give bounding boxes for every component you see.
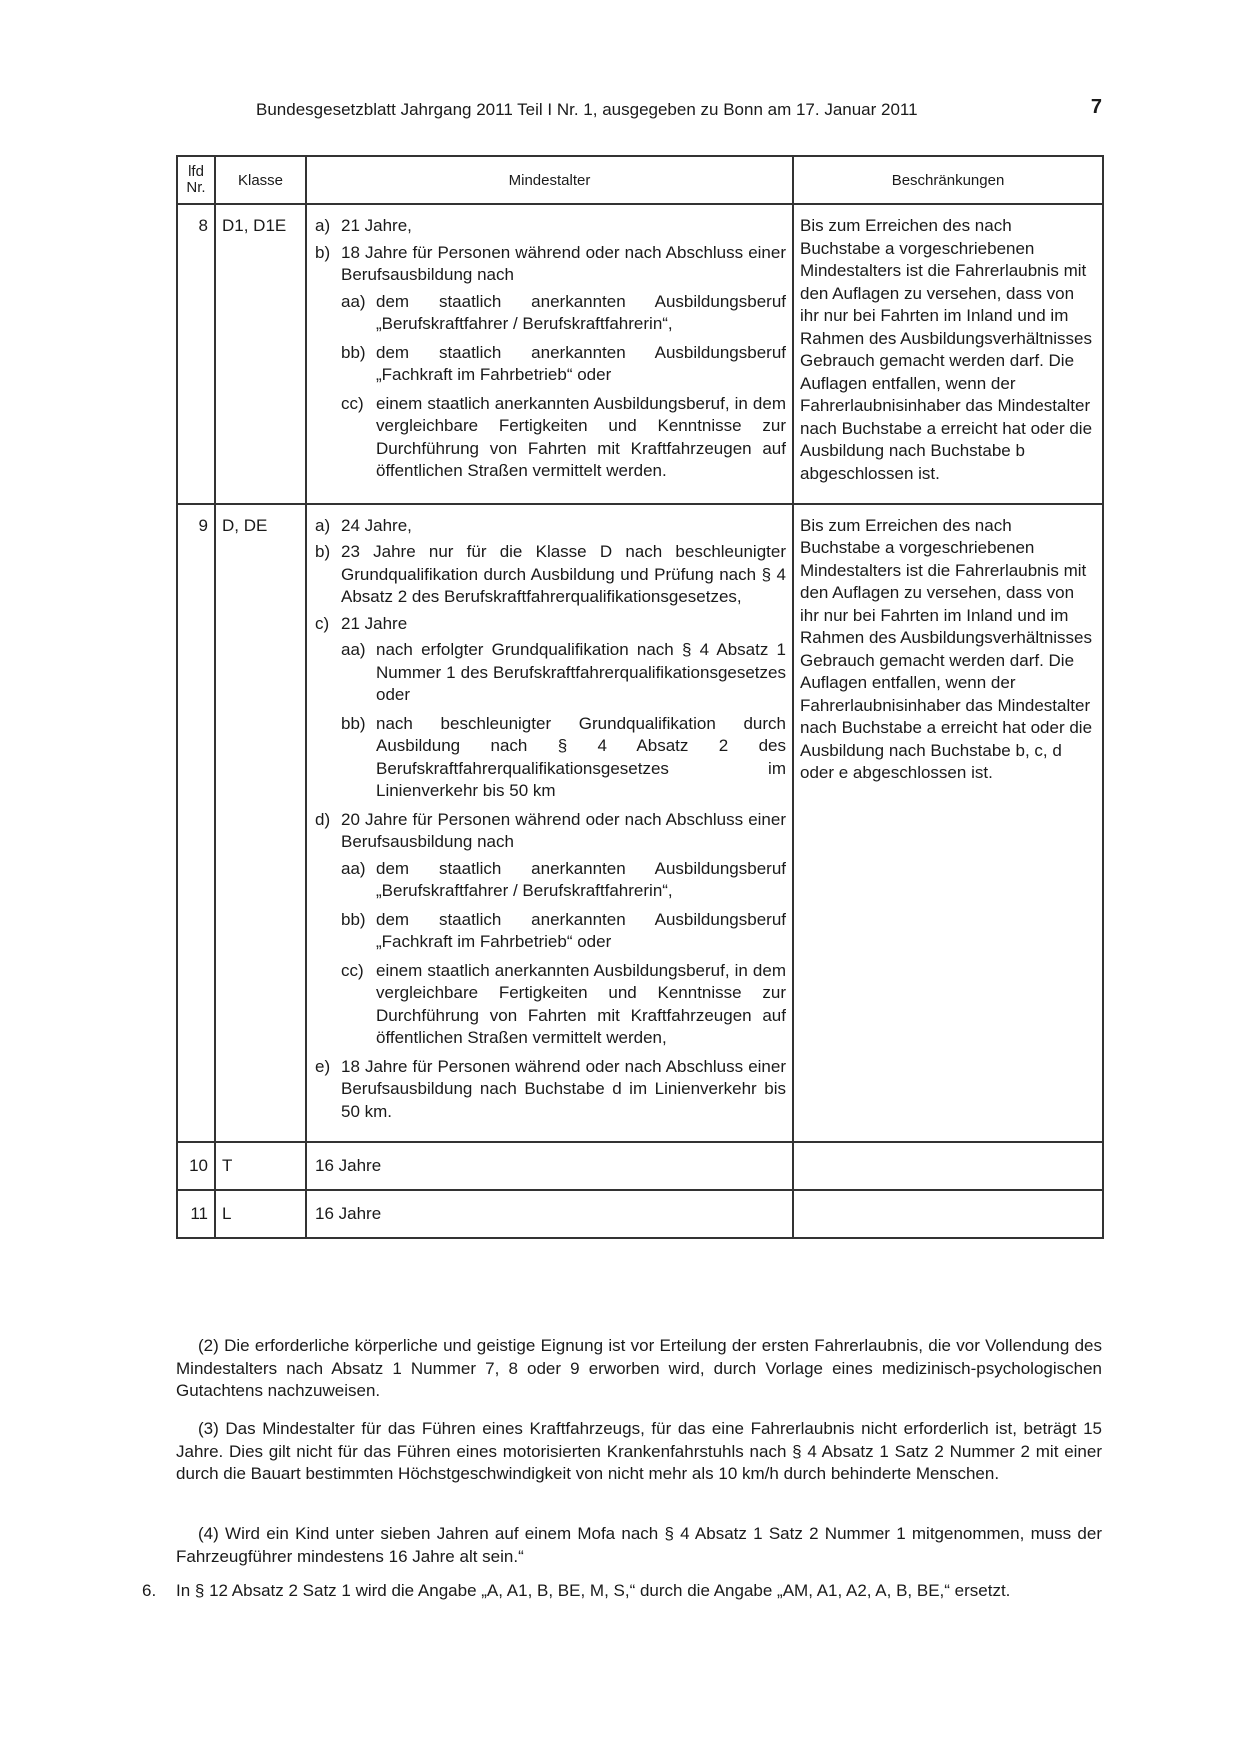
table-row <box>177 1190 1103 1238</box>
list-text: 21 Jahre, <box>341 216 412 235</box>
list-marker: b) <box>315 242 331 262</box>
row-klasse: D1, D1E <box>215 204 306 504</box>
page-number: 7 <box>1090 96 1102 118</box>
list-text: 18 Jahre für Personen während oder nach Abschluss einer Berufsausbildung nach <box>341 242 786 284</box>
column-header-nr <box>177 156 215 204</box>
list-item <box>315 242 786 287</box>
list-item <box>315 215 786 238</box>
sub-list-item <box>341 960 786 1050</box>
sub-list-item <box>341 639 786 707</box>
item-text: In § 12 Absatz 2 Satz 1 wird die Angabe „A, A1, B, BE, M, S,“ durch die Angabe „AM, A1, A2, A, B, BE,“ ersetzt. <box>176 1581 1011 1600</box>
row-klasse: D, DE <box>215 504 306 1143</box>
paragraph-3: (3) Das Mindestalter für das Führen eines Kraftfahrzeugs, für das eine Fahrerlaubnis nicht erforderlich ist, beträgt 15 Jahre. Dies gilt nicht für das Führen eines motorisierten Krankenfahrstuhls nach § 4 Absatz 1 Satz 2 Nummer 2 mit einer durch die Bauart bestimmten Höchstgeschwindigkeit von nicht mehr als 10 km/h durch behinderte Menschen. <box>176 1419 1102 1483</box>
age-requirements-table <box>176 155 1104 1239</box>
list-text: 24 Jahre, <box>341 515 412 535</box>
table-row <box>177 204 1103 504</box>
row-beschraenkungen <box>793 1190 1103 1238</box>
list-text: dem staatlich anerkannten Ausbildungsberuf „Fachkraft im Fahrbetrieb“ oder <box>376 342 786 384</box>
amendment-item-6 <box>142 1580 1102 1603</box>
item-number: 6. <box>142 1581 157 1600</box>
list-marker: bb) <box>341 909 366 929</box>
row-klasse: T <box>215 1142 306 1190</box>
list-text: dem staatlich anerkannten Ausbildungsberuf „Berufskraftfahrer / Berufskraftfahrerin“, <box>376 858 786 900</box>
table-row <box>177 1142 1103 1190</box>
list-item <box>315 1056 786 1124</box>
list-marker: d) <box>315 809 331 829</box>
list-item <box>315 613 786 636</box>
list-text: einem staatlich anerkannten Ausbildungsberuf, in dem vergleichbare Fertigkeiten und Kenntnisse zur Durchführung von Fahrten mit Kraftfahrzeugen auf öffentlichen Straßen vermittelt werden. <box>376 393 786 480</box>
sub-list-item <box>341 909 786 954</box>
sub-list-item <box>341 291 786 336</box>
row-beschraenkungen: Bis zum Erreichen des nach Buchstabe a vorgeschriebenen Mindestalters ist die Fahrerlaubnis mit den Auflagen zu versehen, dass von ihr nur bei Fahrten im Inland und im Rahmen des Ausbildungsverhältnisses Gebrauch gemacht werden darf. Die Auflagen entfallen, wenn der Fahrerlaubnisinhaber das Mindestalter nach Buchstabe a erreicht hat oder die Ausbildung nach Buchstabe b abgeschlossen ist. <box>793 204 1103 504</box>
list-text: dem staatlich anerkannten Ausbildungsberuf „Berufskraftfahrer / Berufskraftfahrerin“, <box>376 291 786 333</box>
row-mindestalter: 16 Jahre <box>306 1142 793 1190</box>
list-marker: bb) <box>341 342 366 362</box>
list-marker: a) <box>315 515 331 535</box>
paragraph-4: (4) Wird ein Kind unter sieben Jahren auf einem Mofa nach § 4 Absatz 1 Satz 2 Nummer 1 mitgenommen, muss der Fahrzeugführer mindestens 16 Jahre alt sein.“ <box>176 1524 1102 1566</box>
row-beschraenkungen: Bis zum Erreichen des nach Buchstabe a vorgeschriebenen Mindestalters ist die Fahrerlaubnis mit den Auflagen zu versehen, dass von ihr nur bei Fahrten im Inland und im Rahmen des Ausbildungsverhältnisses Gebrauch gemacht werden darf. Die Auflagen entfallen, wenn der Fahrerlaubnisinhaber das Mindestalter nach Buchstabe a erreicht hat oder die Ausbildung nach Buchstabe b, c, d oder e abgeschlossen ist. <box>793 504 1103 1143</box>
column-header-nr-line2: Nr. <box>186 179 206 196</box>
list-marker: aa) <box>341 640 366 659</box>
list-item <box>315 515 786 538</box>
list-text: nach erfolgter Grundqualifikation nach § 4 Absatz 1 Nummer 1 des Berufskraftfahrerqualifikationsgesetzes oder <box>376 640 786 704</box>
sub-list-item <box>341 858 786 903</box>
sub-list-item <box>341 342 786 387</box>
row-beschraenkungen <box>793 1142 1103 1190</box>
list-text: einem staatlich anerkannten Ausbildungsberuf, in dem vergleichbare Fertigkeiten und Kenntnisse zur Durchführung von Fahrten mit Kraftfahrzeugen auf öffentlichen Straßen vermittelt werden, <box>376 960 786 1047</box>
column-header-beschraenkungen: Beschränkungen <box>793 156 1103 204</box>
list-text: 18 Jahre für Personen während oder nach Abschluss einer Berufsausbildung nach Buchstabe d im Linienverkehr bis 50 km. <box>341 1056 786 1121</box>
row-mindestalter: 16 Jahre <box>306 1190 793 1238</box>
paragraph-2: (2) Die erforderliche körperliche und geistige Eignung ist vor Erteilung der ersten Fahrerlaubnis, die vor Vollendung des Mindestalters nach Absatz 1 Nummer 7, 8 oder 9 erworben wird, durch Vorlage eines medizinisch-psychologischen Gutachtens nachzuweisen. <box>176 1336 1102 1400</box>
column-header-mindestalter: Mindestalter <box>306 156 793 204</box>
list-marker: aa) <box>341 858 366 878</box>
column-header-klasse: Klasse <box>215 156 306 204</box>
header-title: Bundesgesetzblatt Jahrgang 2011 Teil I Nr. 1, ausgegeben zu Bonn am 17. Januar 2011 <box>256 100 918 119</box>
list-marker: bb) <box>341 713 366 733</box>
sub-list-item <box>341 393 786 483</box>
list-text: 21 Jahre <box>341 613 408 633</box>
list-marker: a) <box>315 216 331 235</box>
page-header <box>176 96 1102 126</box>
row-mindestalter <box>306 204 793 504</box>
list-marker: c) <box>315 613 330 633</box>
list-item <box>315 541 786 609</box>
table-row <box>177 504 1103 1143</box>
row-nr: 10 <box>177 1142 215 1190</box>
row-nr: 9 <box>177 504 215 1143</box>
row-nr: 8 <box>177 204 215 504</box>
list-text: nach beschleunigter Grundqualifikation durch Ausbildung nach § 4 Absatz 2 des Berufskraftfahrerqualifikationsgesetzes im Linienverkehr bis 50 km <box>376 713 786 800</box>
list-text: dem staatlich anerkannten Ausbildungsberuf „Fachkraft im Fahrbetrieb“ oder <box>376 909 786 951</box>
sub-list-item <box>341 713 786 803</box>
list-text: 23 Jahre nur für die Klasse D nach beschleunigter Grundqualifikation durch Ausbildung und Prüfung nach § 4 Absatz 2 des Berufskraftfahrerqualifikationsgesetzes, <box>341 542 786 606</box>
list-marker: b) <box>315 542 331 561</box>
list-item <box>315 809 786 854</box>
column-header-nr-line1: lfd <box>188 163 204 180</box>
row-nr: 11 <box>177 1190 215 1238</box>
table-header-row <box>177 156 1103 204</box>
list-marker: e) <box>315 1056 331 1076</box>
row-klasse: L <box>215 1190 306 1238</box>
list-marker: cc) <box>341 960 364 980</box>
list-text: 20 Jahre für Personen während oder nach Abschluss einer Berufsausbildung nach <box>341 809 786 851</box>
list-marker: aa) <box>341 291 366 311</box>
list-marker: cc) <box>341 393 364 413</box>
row-mindestalter <box>306 504 793 1143</box>
